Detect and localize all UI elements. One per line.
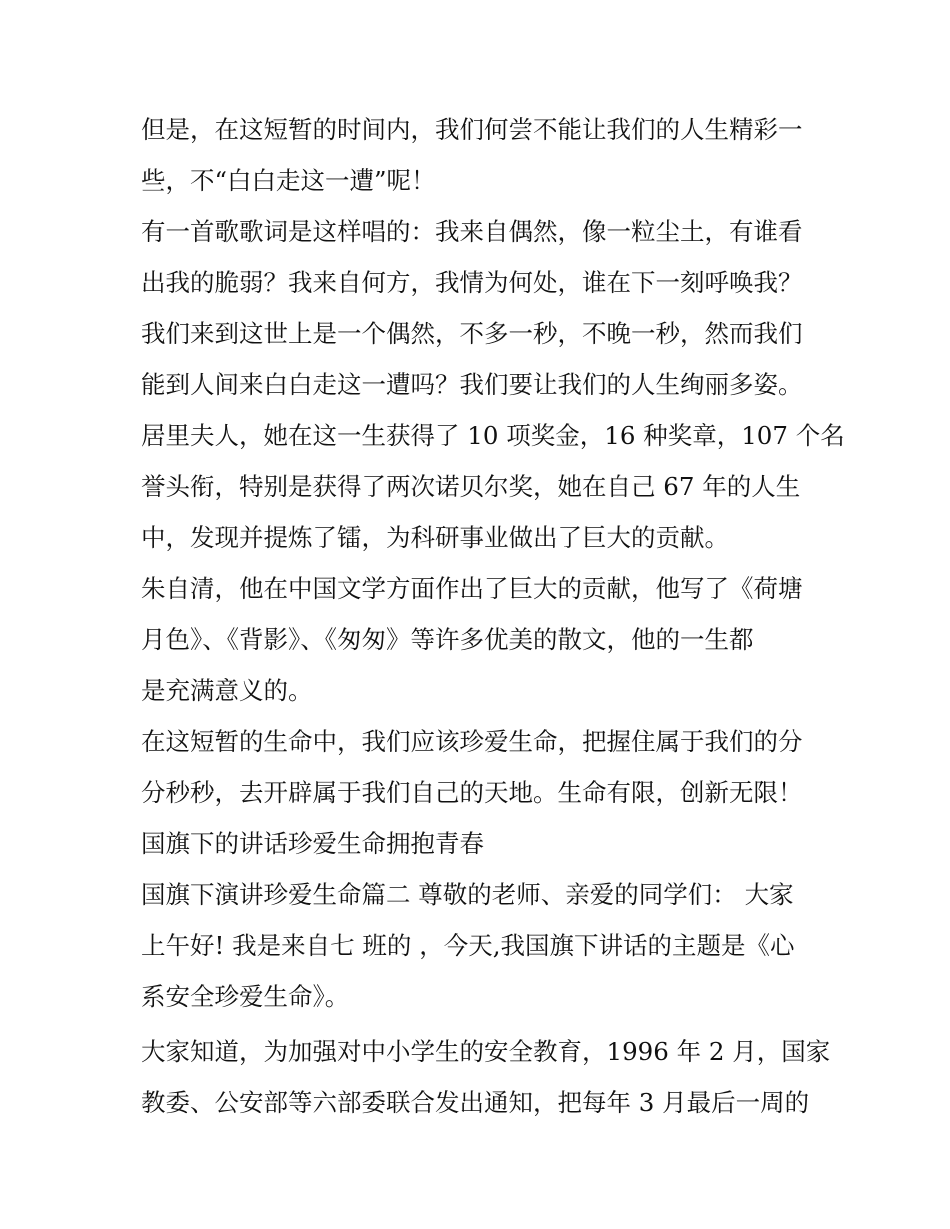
text-line: 系安全珍爱生命》。 — [141, 982, 350, 1011]
paragraph-2 — [141, 206, 821, 410]
text-line: 月色》、《背影》、《匆匆》等许多优美的散文，他的一生都 — [141, 625, 754, 654]
text-line: 誉头衔，特别是获得了两次诺贝尔奖，她在自己 67 年的人生 — [141, 472, 801, 501]
text-line: 教委、公安部等六部委联合发出通知，把每年 3 月最后一周的 — [141, 1088, 810, 1117]
section-heading — [141, 818, 821, 869]
text-line: 我们来到这世上是一个偶然，不多一秒，不晚一秒，然而我们 — [141, 319, 803, 348]
text-line: 些，不“白白走这一遭”呢！ — [141, 166, 436, 195]
text-line: 中，发现并提炼了镭，为科研事业做出了巨大的贡献。 — [141, 523, 729, 552]
text-line: 能到人间来白白走这一遭吗？我们要让我们的人生绚丽多姿。 — [141, 370, 803, 399]
text-line: 有一首歌歌词是这样唱的：我来自偶然，像一粒尘土，有谁看 — [141, 217, 803, 246]
text-line: 居里夫人，她在这一生获得了 10 项奖金，16 种奖章，107 个名 — [141, 421, 845, 450]
paragraph-3 — [141, 410, 845, 563]
text-line: 出我的脆弱？我来自何方，我情为何处，谁在下一刻呼唤我？ — [141, 268, 803, 297]
paragraph-1 — [141, 104, 821, 206]
text-line: 国旗下演讲珍爱生命篇二 尊敬的老师、亲爱的同学们： 大家 — [141, 880, 794, 909]
paragraph-8 — [141, 1026, 831, 1128]
text-line: 大家知道，为加强对中小学生的安全教育，1996 年 2 月，国家 — [141, 1037, 831, 1066]
paragraph-5 — [141, 716, 821, 818]
heading-line: 国旗下的讲话珍爱生命拥抱青春 — [141, 829, 484, 858]
text-line: 但是，在这短暂的时间内，我们何尝不能让我们的人生精彩一 — [141, 115, 803, 144]
text-line: 是充满意义的。 — [141, 676, 313, 705]
text-line: 上午好! 我是来自七 班的 ，今天,我国旗下讲话的主题是《心 — [141, 931, 795, 960]
paragraph-4 — [141, 563, 821, 716]
text-line: 在这短暂的生命中，我们应该珍爱生命，把握住属于我们的分 — [141, 727, 803, 756]
paragraph-7 — [141, 869, 821, 1022]
document-body — [141, 104, 845, 1128]
text-line: 分秒秒，去开辟属于我们自己的天地。生命有限，创新无限！ — [141, 778, 803, 807]
text-line: 朱自清，他在中国文学方面作出了巨大的贡献，他写了《荷塘 — [141, 574, 803, 603]
